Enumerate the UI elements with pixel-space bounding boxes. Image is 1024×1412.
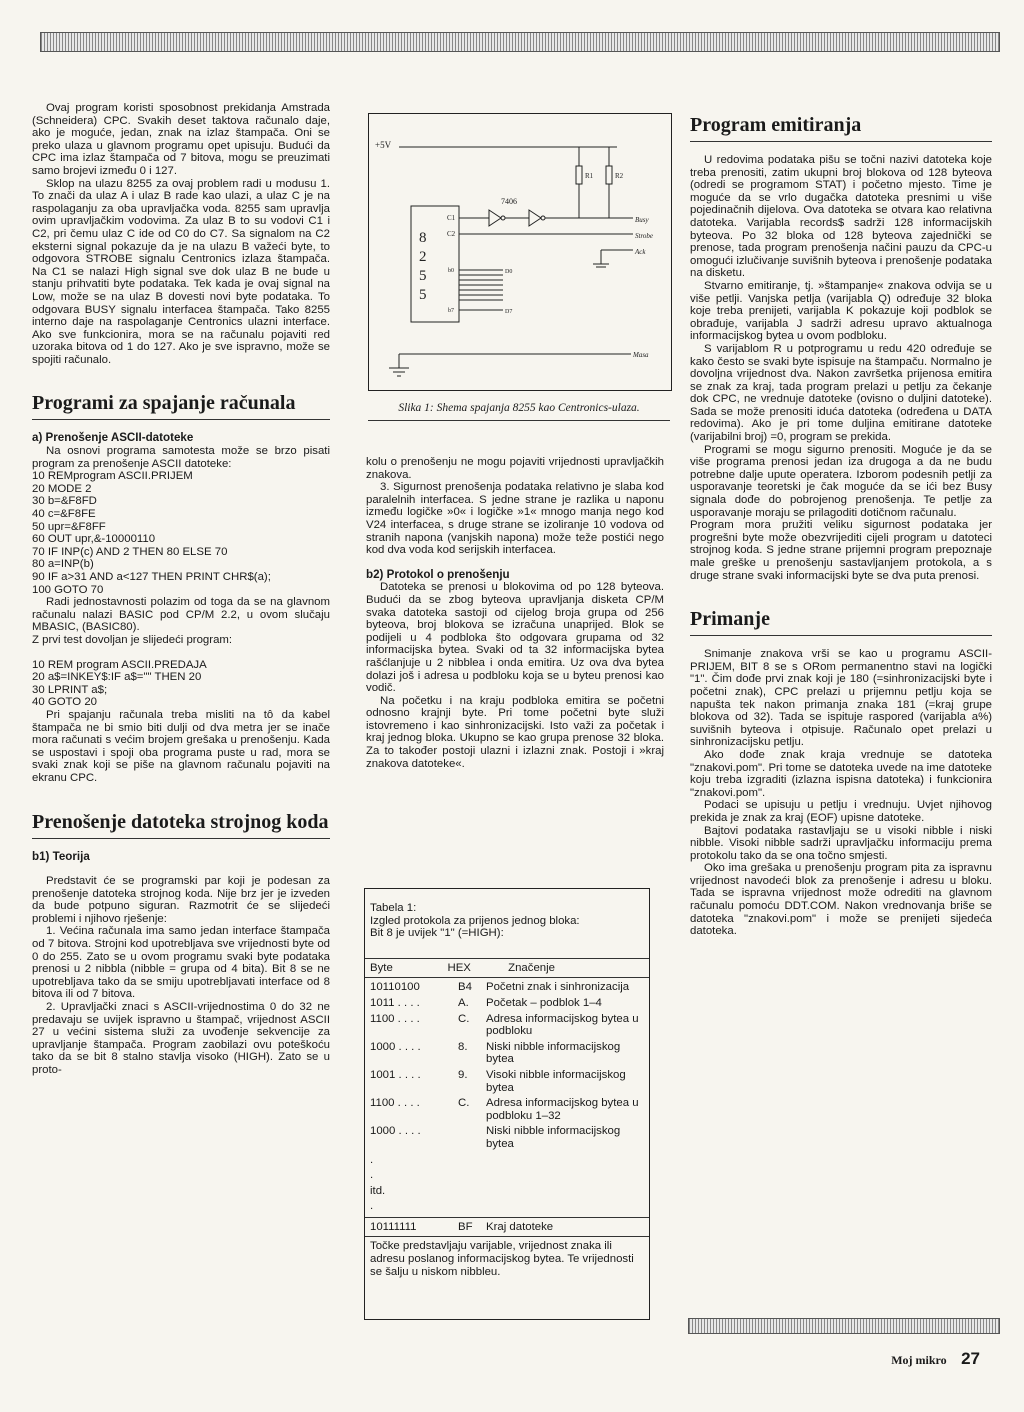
column-1	[32, 102, 330, 1077]
body-paragraph: Ako dođe znak kraja vrednuje se datoteka "znakovi.pom". Pri tome se datoteka uvede na ime datoteke koju treba izgraditi (izlazna ispisna datoteka) i funkcionira "znakovi.pom".	[690, 748, 992, 799]
table-header	[365, 958, 649, 979]
cell-byte: 10110100	[370, 981, 420, 994]
section-heading-programi: Programi za spajanje računala	[32, 392, 330, 420]
cell-meaning: Niski nibble informacijskog bytea	[486, 1125, 621, 1150]
cell-byte: .	[370, 1153, 374, 1166]
subheading-ascii: a) Prenošenje ASCII-datoteke	[32, 431, 194, 445]
cell-meaning: Niski nibble informacijskog bytea	[486, 1040, 621, 1066]
body-paragraph: Bajtovi podataka rastavljaju se u visoki nibble i niski nibble. Visoki nibble sadrži upravljačku informaciju prema protokolu tako da se ona točno smjesti.	[690, 824, 992, 862]
table-row	[365, 997, 649, 1010]
cell-hex	[458, 1200, 486, 1213]
cell-meaning: Kraj datoteke	[486, 1220, 554, 1233]
body-paragraph: Podaci se upisuju u petlju i vrednuju. Uvjet njihovog prekida je znak za kraj (EOF) upisne datoteke.	[690, 799, 992, 824]
cell-byte: itd.	[370, 1184, 386, 1197]
table-row	[365, 1185, 649, 1198]
figure-caption: Slika 1: Shema spajanja 8255 kao Centronics-ulaza.	[368, 402, 670, 421]
chip-digit: 2	[419, 249, 427, 265]
body-paragraph: 3. Sigurnost prenošenja podataka relativno je slaba kod paralelnih interfacea. S jedne strane je razlika u naponu između logičke »0« i logičke »1« mnogo manja nego kod V24 interfacea, s druge strane se izoliranje 10 vodova od stranih napona (vanjskih napona) može teže postići nego kod dva voda kod serijskih interfacea.	[366, 481, 664, 557]
intro-paragraph: Sklop na ulazu 8255 za ovaj problem radi u modusu 1. To znači da ulaz A i ulaz B rade kao ulazi, a ulaz C je na raspolaganju za oba upravljačka voda. 8255 sam upravlja ovim upravljačkim vodovima. Za ulaz B to su vodovi C1 i C2, pri čemu ulaz C ide od C0 do C7. Sa signalom na C2 eksterni signal pokazuje da je na ulazu B važeći byte, to odgovora STROBE signalu Centronics izlaza štampača. Na C1 se nalazi High signal sve dok ulaz B ne bude u stanju prihvatiti byte podataka. Tek kada je ovaj signal na Low, može se na ulaz B dovesti novi byte podataka. To odgovara BUSY signalu interfacea štampača. Tako 8255 interno daje na raspolaganje Centronics ulazni interface. Ako sve funkcionira, mora se na računalu pojaviti red uzoraka bitova od 1 do 127. Ako je sve ispravno, može se spojiti računalo.	[32, 177, 330, 366]
buffer-gate	[529, 210, 541, 226]
label-ack: Ack	[635, 248, 646, 256]
body-paragraph: Program mora pružiti veliku sigurnost podataka jer progrešni byte može obezvrijediti cijeli program u datoteci strojnog koda. S jedne strane prijemni program prepoznaje male greške u prenošenju sastavljanjem protokola, a s druge strane svaki informacijski byte se dva puta prenosi.	[690, 519, 992, 582]
cell-hex	[458, 1185, 486, 1198]
table-note: Točke predstavljaju varijable, vrijednost znaka ili adresu poslanog informacijskog bytea. Te vrijednosti se šalju u niskom nibbleu.	[370, 1240, 634, 1278]
page-footer	[891, 1349, 980, 1369]
label-7406: 7406	[501, 197, 517, 206]
cell-hex	[458, 1125, 486, 1150]
body-paragraph: Radi jednostavnosti polazim od toga da se na glavnom računalu nalazi BASIC pod CP/M 2.2, u ovom slučaju MBASIC, (BASIC80).	[32, 596, 330, 634]
magazine-name: Moj mikro	[891, 1353, 947, 1367]
section-heading-prenosenje: Prenošenje datoteka strojnog koda	[32, 811, 330, 839]
table-row	[365, 1097, 649, 1122]
cell-hex	[458, 1154, 486, 1167]
pin-c1: C1	[447, 214, 456, 222]
table-row	[365, 1217, 649, 1238]
cell-hex: C.	[458, 1097, 470, 1110]
header-byte: Byte	[370, 961, 393, 974]
table-subtitle: Bit 8 je uvijek "1" (=HIGH):	[370, 927, 504, 940]
body-paragraph: Datoteka se prenosi u blokovima od po 128 byteova. Budući da se zbog byteova upravljanja disketa CP/M svaka datoteka sastoji od cijelog broja grupa od 256 byteova, broj blokova se izračuna unaprijed. Blok se podijeli u 4 podbloka što odgovara grupama od 32 informacijska bytea. Svaki od ta 32 informacijska bytea rašćlanjuje u 2 nibblea i onda emitira. Uz ova dva bytea dolazi još i adresa u podbloku koja se u byteu prenosi kao vodič.	[366, 581, 664, 695]
body-paragraph: Stvarno emitiranje, tj. »štampanje« znakova odvija se u više petlji. Vanjska petlja (varijabla Q) određuje 32 bloka koje treba prenijeti, varijabla K pokazuje koji podblok se obrađuje, varijabla J sadrži adresu upravo aktualnoga informacijskog bytea u ovom podbloku.	[690, 279, 992, 343]
top-decorative-bar	[40, 32, 1000, 52]
code-listing-predaja: 10 REM program ASCII.PREDAJA 20 a$=INKEY$:IF a$="" THEN 20 30 LPRINT a$; 40 GOTO 20	[32, 658, 207, 709]
label-r2: R2	[615, 172, 624, 180]
code-listing-prijem: 10 REMprogram ASCII.PRIJEM 20 MODE 2 30 b=&F8FD 40 c=&F8FE 50 upr=&F8FF 60 OUT upr,&-10000110 70 IF INP(c) AND 2 THEN 80 ELSE 70 80 a=INP(b) 90 IF a>31 AND a<127 THEN PRINT CHR$(a); 100 GOTO 70	[32, 470, 271, 596]
chip-digit: 5	[419, 268, 427, 284]
label-busy: Busy	[635, 216, 649, 224]
chip-digit: 5	[419, 287, 427, 303]
body-paragraph: Predstavit će se programski par koji je podesan za prenošenje datoteka strojnog koda. Nije brz jer je izveden da bude potpuno siguran. Razmotrit će se slijedeći problemi i njihovo rješenje:	[32, 875, 330, 925]
cell-byte: 1000 . . . .	[370, 1125, 421, 1138]
cell-byte: 1000 . . . .	[370, 1040, 421, 1053]
cell-byte: 1011 . . . .	[370, 996, 420, 1009]
cell-byte: .	[370, 1169, 374, 1182]
column-3	[690, 114, 992, 938]
table-row	[365, 1200, 649, 1213]
cell-meaning: Adresa informacijskog bytea u podbloku	[486, 1012, 639, 1038]
body-paragraph: Programi se mogu sigurno prenositi. Moguće je da se više programa prenosi jedan iza drugoga a da ne budu potrebne dalje upute operatera. Izborom podesnih petlji za usporavanje teoretski je čak moguće da se ići bez Busy signala dođe do pobrojenog prenošenja. Te petlje za usporavanje moraju se prilagoditi dotičnom računalu.	[690, 443, 992, 519]
table-row	[365, 1169, 649, 1182]
cell-hex: 9.	[458, 1068, 468, 1081]
body-paragraph: 2. Upravljački znaci s ASCII-vrijednostima 0 do 32 ne predavaju se uvijek ispravno u štampač, vrijednost ASCII 27 u većini sistema služi za uvođenje sekvencije za upravljanje štampača. Program zaobilazi ovu poteškoću tako da se bit 8 stalno stavlja visoko (HIGH). Zato se u proto-	[32, 1001, 330, 1076]
cell-byte: 1100 . . . .	[370, 1097, 420, 1110]
cell-byte: 10111111	[370, 1220, 417, 1233]
cell-hex: 8.	[458, 1040, 468, 1053]
subheading-teorija: b1) Teorija	[32, 849, 90, 863]
pin-b7: b7	[448, 308, 454, 314]
cell-hex: A.	[458, 996, 469, 1009]
circuit-figure	[368, 113, 672, 391]
cell-byte: .	[370, 1200, 374, 1213]
data-bus	[459, 270, 503, 310]
label-r1: R1	[585, 172, 594, 180]
cell-hex: B4	[458, 981, 472, 994]
header-znacenje: Značenje	[508, 961, 555, 974]
protocol-table	[364, 888, 650, 1320]
cell-meaning: Početni znak i sinhronizacija	[486, 981, 630, 994]
section-heading-primanje: Primanje	[690, 608, 992, 636]
body-paragraph: S varijablom R u potprogramu u redu 420 određuje se kako često se svaki byte ispisuje na štampaču. Normalno je dovoljna vrijednost dva. Nakon završetka prijenosa emitira se znak za kraj, tada program prelazi u petlju za čekanje dok CPC, ne vrednuje datoteke (ovisno o duljini datoteke). Sada se može prenositi iduća datoteka (određena u DATA redovima). Ako je pri tome duljina emitirane datoteke (varijabilni broj) =0, program se prekida.	[690, 342, 992, 444]
cell-meaning	[486, 1185, 646, 1198]
body-paragraph: Pri spajanju računala treba misliti na tô da kabel štampača ne bi smio biti dulji od dva metra jer se inače mora računati s većim brojem grešaka u prenošenju. Kada se uspostavi i spoji oba programa puste u rad, mora se svaki znak koji se piše na glavnom računalu pojaviti na ekranu CPC.	[32, 708, 330, 784]
label-strobe: Strobe	[635, 232, 654, 240]
table-row	[365, 981, 649, 994]
cell-meaning: Visoki nibble informacijskog bytea	[486, 1068, 626, 1094]
label-d7: D7	[505, 309, 513, 315]
resistor-r1	[576, 166, 582, 184]
column-2	[366, 456, 664, 770]
body-paragraph: Oko ima grešaka u prenošenju program pita za ispravnu vrijednost navodeći blok za prenošenje i adresu u bloku. Tada se ispravna vrijednost može odrediti na glavnom računalu pomoću DDT.COM. Nakon vrednovanja briše se datoteka "znakovi.pom" i može se prenijeti sijedeća datoteka.	[690, 862, 992, 938]
pin-c2: C2	[447, 230, 456, 238]
cell-hex: C.	[458, 1012, 470, 1025]
body-paragraph: Na osnovi programa samotesta može se brzo pisati program za prenošenje ASCII datoteke:	[32, 445, 330, 470]
cell-meaning: Početak – podblok 1–4	[486, 996, 602, 1009]
body-paragraph: U redovima podataka pišu se točni nazivi datoteka koje treba prenositi, zatim ukupni broj blokova od 128 byteova (odredi se programom STAT) i početno mjesto. Time je moguće da se vrlo dugačka datoteka presnimi u više pojedinačnih dijelova. Ova datoteka se otvara kao relativna datoteka. Varijabla records$ sadrži 128 informacijskih byteova. Po 32 bloka od 128 byteova zajednički se prenose, tada program prenošenja načini pauzu da CPC-u omogući izlučivanje suvišnih byteova i prenošenje podataka na disketu.	[690, 154, 992, 280]
body-paragraph: 1. Većina računala ima samo jedan interface štampača od 7 bitova. Strojni kod upotrebljava sve vrijednosti byte od 0 do 255. Zato se u ovom programu svaki byte podataka prenosi u 2 nibbla (nibble = grupa od 4 bita). Bit 8 se ne upotrebljava tako da se smiju upotrebljavati interface od 8 bitova ili od 7 bitova.	[32, 925, 330, 1001]
table-title: Tabela 1:	[370, 902, 417, 914]
buffer-gate	[489, 210, 501, 226]
label-d0: D0	[505, 269, 513, 275]
body-paragraph: Na početku i na kraju podbloka emitira se početni odnosno krajnji byte. Pri tome početni byte služi istovremeno i kao sinhronizacijski. Isto važi za početak i kraj jednog bloka. Ukupno se kao grupa prenose 32 bloka. Za to također postoji ulazni i izlazni znak. Postoji i »kraj znakova datoteke«.	[366, 694, 664, 770]
pin-b0: b0	[448, 268, 454, 274]
table-row	[365, 1154, 649, 1167]
bottom-decorative-bar	[688, 1318, 1000, 1334]
cell-hex	[458, 1169, 486, 1182]
label-masa: Masa	[633, 351, 649, 359]
cell-meaning: Adresa informacijskog bytea u podbloku 1–32	[486, 1097, 639, 1122]
circuit-schematic	[369, 114, 671, 390]
table-row	[365, 1041, 649, 1066]
table-row	[365, 1069, 649, 1094]
section-heading-emitiranje: Program emitiranja	[690, 114, 992, 142]
cell-byte: 1100 . . . .	[370, 1012, 420, 1025]
chip-digit: 8	[419, 230, 427, 246]
resistor-r2	[606, 166, 612, 184]
body-paragraph: Z prvi test dovoljan je slijedeći program:	[32, 633, 233, 646]
cell-meaning	[486, 1169, 646, 1182]
cell-byte: 1001 . . . .	[370, 1068, 421, 1081]
body-paragraph: Snimanje znakova vrši se kao u programu ASCII-PRIJEM, BIT 8 se s ORom permanentno stavi na logički "1". Čim dođe prvi znak koji je 180 (=sinhronizacijski byte i početni znak), CPC prelazi u prijemnu petlju koja se napušta tek nakon primanja znaka 181 (=kraj grupe blokova od 32). Tada se ispituje raspored (varijabla a%) suvišnih byteova i otpisuje. Računalo opet prelazi u sinhronizacijsku petlju.	[690, 648, 992, 749]
page-number: 27	[961, 1349, 980, 1368]
table-row	[365, 1013, 649, 1038]
cell-meaning	[486, 1154, 646, 1167]
cell-meaning	[486, 1200, 646, 1213]
label-vcc: +5V	[375, 140, 392, 150]
table-row	[365, 1125, 649, 1150]
header-hex: HEX	[447, 961, 471, 974]
subheading-protokol: b2) Protokol o prenošenju	[366, 567, 510, 581]
cell-hex: BF	[458, 1220, 473, 1233]
table-subtitle: Izgled protokola za prijenos jednog bloka:	[370, 914, 580, 927]
intro-paragraph: Ovaj program koristi sposobnost prekidanja Amstrada (Schneidera) CPC. Svakih deset taktova računalo daje, ako je moguće, jedan, znak na izlaz štampača. Oni se preko ulaza u glavnom programu opet upisuju. Budući da CPC ima izlaz štampača od 7 bitova, mogu se preuzimati samo brojevi između 0 i 127.	[32, 102, 330, 177]
body-paragraph: kolu o prenošenju ne mogu pojaviti vrijednosti upravljačkih znakova.	[366, 456, 664, 481]
